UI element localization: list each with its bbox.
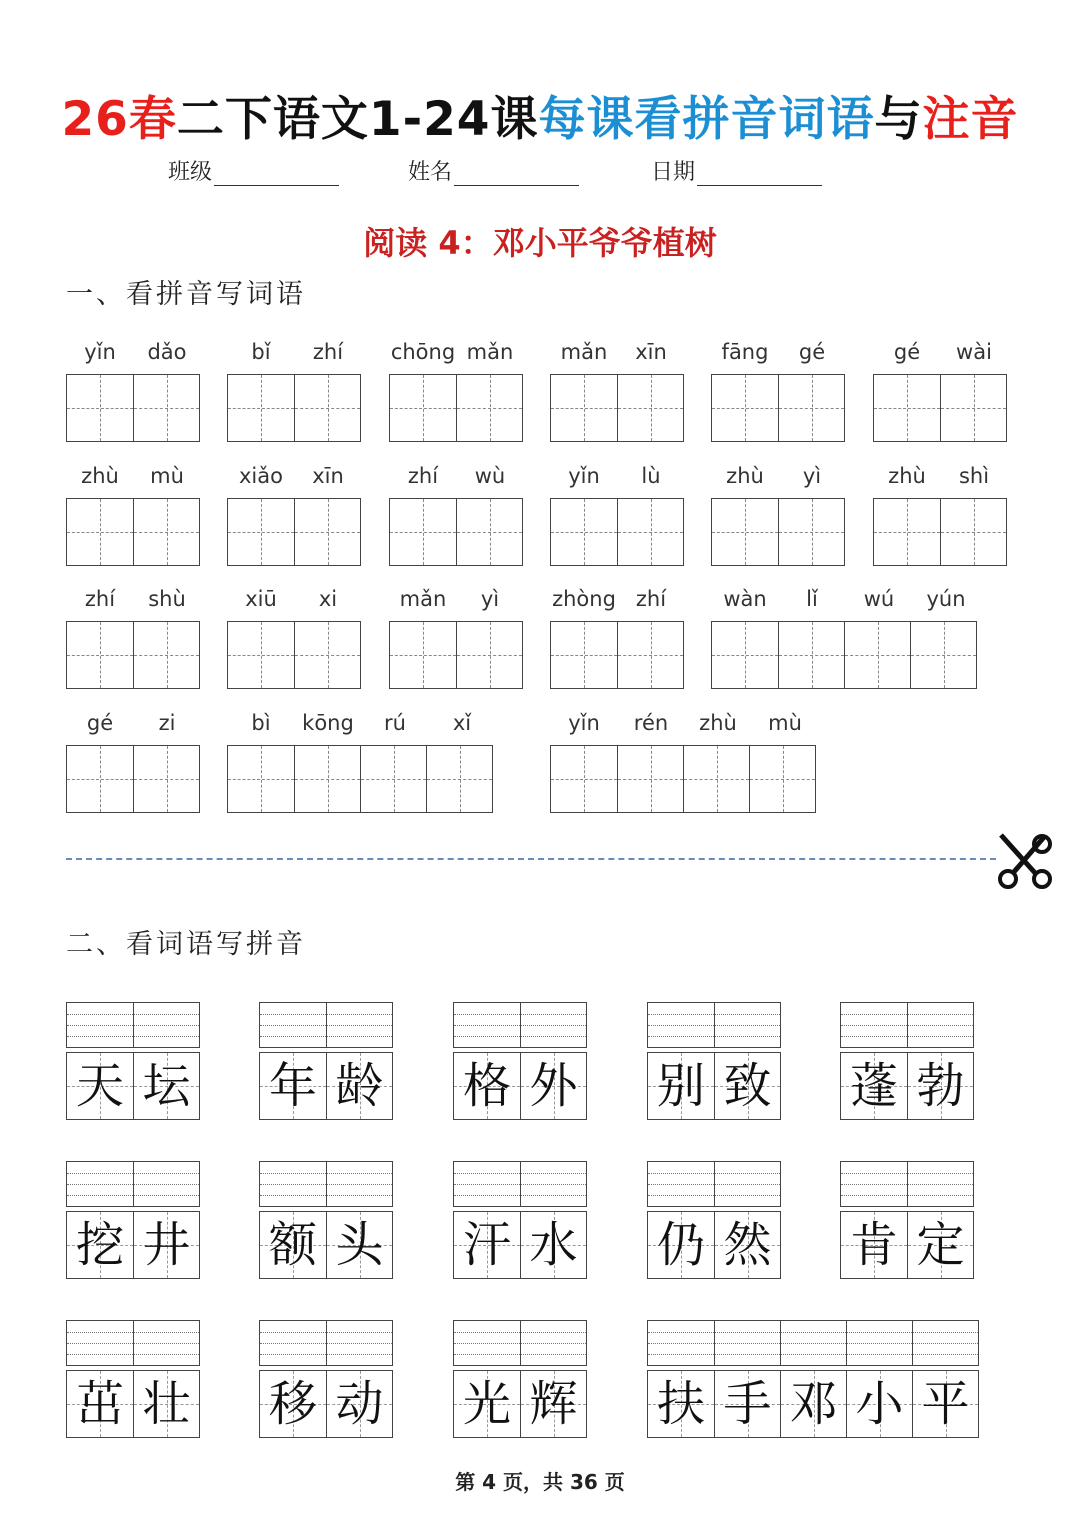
tianzige-cell[interactable] [778, 622, 844, 688]
character-cell [133, 1212, 199, 1278]
pinyin-line-cell[interactable] [841, 1162, 907, 1206]
pinyin-line-cell[interactable] [133, 1321, 199, 1365]
character-cell [67, 1371, 133, 1437]
chinese-character: 扶 [656, 1376, 705, 1432]
worksheet-title [0, 82, 1080, 149]
tianzige-cell[interactable] [712, 375, 778, 441]
pinyin-line-cell[interactable] [67, 1003, 133, 1047]
writing-boxes [711, 621, 977, 689]
pinyin-syllable: kōng [302, 711, 354, 735]
tianzige-cell[interactable] [778, 499, 844, 565]
name-label: 姓名 [408, 160, 453, 185]
pinyin-syllable: yǐn [84, 340, 116, 364]
pinyin-syllable: shì [958, 464, 990, 488]
pinyin-syllable: zhí [84, 587, 116, 611]
pinyin-syllable: xǐ [452, 711, 472, 735]
tianzige-cell[interactable] [390, 622, 456, 688]
tianzige-cell[interactable] [456, 375, 522, 441]
date-field[interactable] [651, 155, 822, 186]
pinyin-syllable: xiǎo [239, 464, 283, 488]
character-cell [520, 1371, 586, 1437]
tianzige-cell[interactable] [228, 622, 294, 688]
character-cell [133, 1371, 199, 1437]
chinese-character: 然 [723, 1217, 772, 1273]
character-boxes [453, 1370, 587, 1438]
pinyin-syllable: fāng [721, 340, 769, 364]
tianzige-cell[interactable] [551, 622, 617, 688]
chinese-character: 蓬 [849, 1058, 898, 1114]
character-cell [67, 1053, 133, 1119]
chinese-character: 光 [462, 1376, 511, 1432]
pinyin-syllable: wài [956, 340, 992, 364]
scissors-icon [995, 830, 1055, 892]
pinyin-syllable: zhù [726, 464, 764, 488]
chinese-character: 坛 [142, 1058, 191, 1114]
pinyin-syllable: zhí [635, 587, 667, 611]
pinyin-line-cell[interactable] [846, 1321, 912, 1365]
pinyin-writing-lines [259, 1161, 393, 1207]
pinyin-syllable: zi [158, 711, 176, 735]
tianzige-cell[interactable] [133, 746, 199, 812]
writing-boxes [873, 374, 1007, 442]
class-field[interactable] [168, 155, 339, 186]
pinyin-syllable: mǎn [560, 340, 608, 364]
pinyin-syllable: dǎo [147, 340, 187, 364]
tianzige-cell[interactable] [551, 746, 617, 812]
chinese-character: 头 [335, 1217, 384, 1273]
pinyin-line-cell[interactable] [714, 1162, 780, 1206]
tianzige-cell[interactable] [390, 499, 456, 565]
pinyin-syllable: xīn [635, 340, 667, 364]
pinyin-syllable: yún [926, 587, 966, 611]
pinyin-syllable: mù [768, 711, 802, 735]
chinese-character: 挖 [75, 1217, 124, 1273]
tianzige-cell[interactable] [617, 375, 683, 441]
pinyin-syllable: zhù [888, 464, 926, 488]
character-boxes [647, 1052, 781, 1120]
character-cell [454, 1053, 520, 1119]
character-boxes [259, 1052, 393, 1120]
tianzige-cell[interactable] [67, 622, 133, 688]
character-cell [326, 1371, 392, 1437]
character-cell [714, 1212, 780, 1278]
character-cell [841, 1053, 907, 1119]
pinyin-syllable: zhù [81, 464, 119, 488]
tianzige-cell[interactable] [456, 499, 522, 565]
chinese-character: 勃 [916, 1058, 965, 1114]
pinyin-syllable: yì [802, 464, 822, 488]
pinyin-line-cell[interactable] [133, 1003, 199, 1047]
pinyin-syllable: yǐn [568, 711, 600, 735]
pinyin-syllable: lù [641, 464, 661, 488]
character-cell [520, 1212, 586, 1278]
pinyin-writing-lines [453, 1002, 587, 1048]
chinese-character: 肯 [849, 1217, 898, 1273]
name-blank[interactable] [454, 159, 579, 186]
pinyin-syllable: wàn [723, 587, 767, 611]
tianzige-cell[interactable] [551, 499, 617, 565]
character-cell [260, 1053, 326, 1119]
pinyin-syllable: yì [480, 587, 500, 611]
pinyin-line-cell[interactable] [326, 1162, 392, 1206]
pinyin-syllable: zhí [407, 464, 439, 488]
tianzige-cell[interactable] [294, 746, 360, 812]
tianzige-cell[interactable] [426, 746, 492, 812]
character-boxes [647, 1211, 781, 1279]
tianzige-cell[interactable] [617, 499, 683, 565]
pinyin-line-cell[interactable] [133, 1162, 199, 1206]
character-cell [326, 1053, 392, 1119]
character-boxes [66, 1370, 200, 1438]
character-boxes [259, 1211, 393, 1279]
chinese-character: 天 [75, 1058, 124, 1114]
class-blank[interactable] [214, 159, 339, 186]
tianzige-cell[interactable] [360, 746, 426, 812]
tianzige-cell[interactable] [456, 622, 522, 688]
pinyin-writing-lines [647, 1161, 781, 1207]
pinyin-line-cell[interactable] [912, 1321, 978, 1365]
character-boxes [840, 1211, 974, 1279]
tianzige-cell[interactable] [874, 375, 940, 441]
tianzige-cell[interactable] [228, 499, 294, 565]
pinyin-line-cell[interactable] [326, 1321, 392, 1365]
pinyin-line-cell[interactable] [260, 1162, 326, 1206]
pinyin-line-cell[interactable] [67, 1321, 133, 1365]
chinese-character: 定 [916, 1217, 965, 1273]
character-boxes [66, 1052, 200, 1120]
section-1-heading: 一、看拼音写词语 [66, 279, 306, 310]
tianzige-cell[interactable] [133, 499, 199, 565]
pinyin-syllable: chōng [390, 340, 456, 364]
character-cell [260, 1212, 326, 1278]
chinese-character: 平 [921, 1376, 970, 1432]
date-blank[interactable] [697, 159, 822, 186]
writing-boxes [66, 745, 200, 813]
writing-boxes [227, 498, 361, 566]
pinyin-syllable: rú [384, 711, 406, 735]
pinyin-syllable: gé [86, 711, 114, 735]
pinyin-line-cell[interactable] [780, 1321, 846, 1365]
cut-line [66, 858, 996, 860]
writing-boxes [550, 498, 684, 566]
pinyin-syllable: xiū [245, 587, 277, 611]
pinyin-syllable: rén [633, 711, 669, 735]
pinyin-writing-lines [66, 1161, 200, 1207]
chinese-character: 致 [723, 1058, 772, 1114]
chinese-character: 移 [268, 1376, 317, 1432]
pinyin-syllable: bǐ [251, 340, 271, 364]
writing-boxes [389, 621, 523, 689]
character-cell [846, 1371, 912, 1437]
chinese-character: 额 [268, 1217, 317, 1273]
pinyin-syllable: bì [251, 711, 271, 735]
tianzige-cell[interactable] [778, 375, 844, 441]
tianzige-cell[interactable] [294, 375, 360, 441]
pinyin-line-cell[interactable] [907, 1162, 973, 1206]
pinyin-line-cell[interactable] [520, 1003, 586, 1047]
character-cell [648, 1053, 714, 1119]
character-boxes [259, 1370, 393, 1438]
pinyin-line-cell[interactable] [648, 1003, 714, 1047]
tianzige-cell[interactable] [228, 375, 294, 441]
character-boxes [453, 1052, 587, 1120]
tianzige-cell[interactable] [910, 622, 976, 688]
writing-boxes [389, 374, 523, 442]
character-cell [260, 1371, 326, 1437]
chinese-character: 汗 [462, 1217, 511, 1273]
tianzige-cell[interactable] [874, 499, 940, 565]
pinyin-line-cell[interactable] [520, 1162, 586, 1206]
tianzige-cell[interactable] [683, 746, 749, 812]
writing-boxes [873, 498, 1007, 566]
pinyin-line-cell[interactable] [714, 1003, 780, 1047]
writing-boxes [227, 374, 361, 442]
chinese-character: 仍 [656, 1217, 705, 1273]
character-cell [841, 1212, 907, 1278]
tianzige-cell[interactable] [712, 622, 778, 688]
character-cell [714, 1053, 780, 1119]
pinyin-writing-lines [647, 1002, 781, 1048]
chinese-character: 别 [656, 1058, 705, 1114]
chinese-character: 茁 [75, 1376, 124, 1432]
pinyin-line-cell[interactable] [67, 1162, 133, 1206]
chinese-character: 辉 [529, 1376, 578, 1432]
pinyin-syllable: mǎn [466, 340, 514, 364]
lesson-title: 阅读 4：邓小平爷爷植树 [363, 224, 717, 262]
title-part-2: 二下语文1-24课 [176, 92, 539, 147]
title-part-5: 注音 [922, 92, 1019, 147]
character-cell [520, 1053, 586, 1119]
writing-boxes [711, 498, 845, 566]
pinyin-syllable: mǎn [399, 587, 447, 611]
title-part-3: 每课看拼音词语 [538, 92, 875, 147]
character-cell [133, 1053, 199, 1119]
tianzige-cell[interactable] [712, 499, 778, 565]
writing-boxes [227, 745, 493, 813]
chinese-character: 手 [723, 1376, 772, 1432]
chinese-character: 小 [855, 1376, 904, 1432]
tianzige-cell[interactable] [67, 746, 133, 812]
pinyin-line-cell[interactable] [841, 1003, 907, 1047]
pinyin-writing-lines [840, 1002, 974, 1048]
pinyin-syllable: gé [798, 340, 826, 364]
character-boxes [453, 1211, 587, 1279]
pinyin-writing-lines [66, 1320, 200, 1366]
tianzige-cell[interactable] [617, 622, 683, 688]
pinyin-syllable: wù [474, 464, 506, 488]
writing-boxes [66, 621, 200, 689]
pinyin-syllable: yǐn [568, 464, 600, 488]
tianzige-cell[interactable] [844, 622, 910, 688]
chinese-character: 邓 [789, 1376, 838, 1432]
writing-boxes [66, 374, 200, 442]
pinyin-line-cell[interactable] [326, 1003, 392, 1047]
character-cell [454, 1212, 520, 1278]
pinyin-line-cell[interactable] [454, 1321, 520, 1365]
tianzige-cell[interactable] [940, 375, 1006, 441]
chinese-character: 外 [529, 1058, 578, 1114]
pinyin-writing-lines [453, 1320, 587, 1366]
pinyin-line-cell[interactable] [260, 1003, 326, 1047]
pinyin-line-cell[interactable] [648, 1321, 714, 1365]
chinese-character: 水 [529, 1217, 578, 1273]
character-cell [907, 1053, 973, 1119]
pinyin-writing-lines [66, 1002, 200, 1048]
writing-boxes [550, 374, 684, 442]
chinese-character: 格 [462, 1058, 511, 1114]
character-cell [907, 1212, 973, 1278]
tianzige-cell[interactable] [551, 375, 617, 441]
date-label: 日期 [651, 160, 696, 185]
pinyin-syllable: mù [150, 464, 184, 488]
tianzige-cell[interactable] [228, 746, 294, 812]
pinyin-line-cell[interactable] [648, 1162, 714, 1206]
pinyin-writing-lines [453, 1161, 587, 1207]
writing-boxes [389, 498, 523, 566]
character-boxes [840, 1052, 974, 1120]
writing-boxes [711, 374, 845, 442]
character-cell [912, 1371, 978, 1437]
character-cell [67, 1212, 133, 1278]
tianzige-cell[interactable] [294, 622, 360, 688]
pinyin-line-cell[interactable] [454, 1003, 520, 1047]
page-footer: 第 4 页，共 36 页 [455, 1470, 625, 1494]
pinyin-line-cell[interactable] [907, 1003, 973, 1047]
pinyin-syllable: zhù [699, 711, 737, 735]
pinyin-line-cell[interactable] [260, 1321, 326, 1365]
pinyin-syllable: gé [893, 340, 921, 364]
pinyin-syllable: lǐ [806, 587, 818, 611]
character-cell [780, 1371, 846, 1437]
tianzige-cell[interactable] [133, 375, 199, 441]
character-cell [648, 1212, 714, 1278]
pinyin-writing-lines [259, 1320, 393, 1366]
pinyin-syllable: shù [148, 587, 186, 611]
name-field[interactable] [408, 155, 579, 186]
pinyin-line-cell[interactable] [714, 1321, 780, 1365]
title-part-4: 与 [874, 92, 923, 147]
chinese-character: 动 [335, 1376, 384, 1432]
character-cell [326, 1212, 392, 1278]
title-part-1: 26春 [61, 92, 177, 147]
tianzige-cell[interactable] [617, 746, 683, 812]
pinyin-writing-lines [647, 1320, 979, 1366]
tianzige-cell[interactable] [294, 499, 360, 565]
pinyin-syllable: xīn [312, 464, 344, 488]
writing-boxes [550, 621, 684, 689]
pinyin-writing-lines [259, 1002, 393, 1048]
pinyin-syllable: zhí [312, 340, 344, 364]
tianzige-cell[interactable] [749, 746, 815, 812]
character-cell [714, 1371, 780, 1437]
chinese-character: 龄 [335, 1058, 384, 1114]
class-label: 班级 [168, 160, 213, 185]
pinyin-syllable: zhòng [552, 587, 616, 611]
tianzige-cell[interactable] [67, 499, 133, 565]
tianzige-cell[interactable] [67, 375, 133, 441]
writing-boxes [66, 498, 200, 566]
tianzige-cell[interactable] [390, 375, 456, 441]
student-info-row [168, 155, 868, 191]
tianzige-cell[interactable] [133, 622, 199, 688]
character-cell [648, 1371, 714, 1437]
character-cell [454, 1371, 520, 1437]
chinese-character: 井 [142, 1217, 191, 1273]
pinyin-syllable: wú [863, 587, 895, 611]
chinese-character: 壮 [142, 1376, 191, 1432]
writing-boxes [550, 745, 816, 813]
pinyin-line-cell[interactable] [454, 1162, 520, 1206]
section-2-heading: 二、看词语写拼音 [66, 929, 306, 960]
writing-boxes [227, 621, 361, 689]
pinyin-syllable: xi [318, 587, 338, 611]
tianzige-cell[interactable] [940, 499, 1006, 565]
pinyin-writing-lines [840, 1161, 974, 1207]
character-boxes [66, 1211, 200, 1279]
chinese-character: 年 [268, 1058, 317, 1114]
pinyin-line-cell[interactable] [520, 1321, 586, 1365]
character-boxes [647, 1370, 979, 1438]
